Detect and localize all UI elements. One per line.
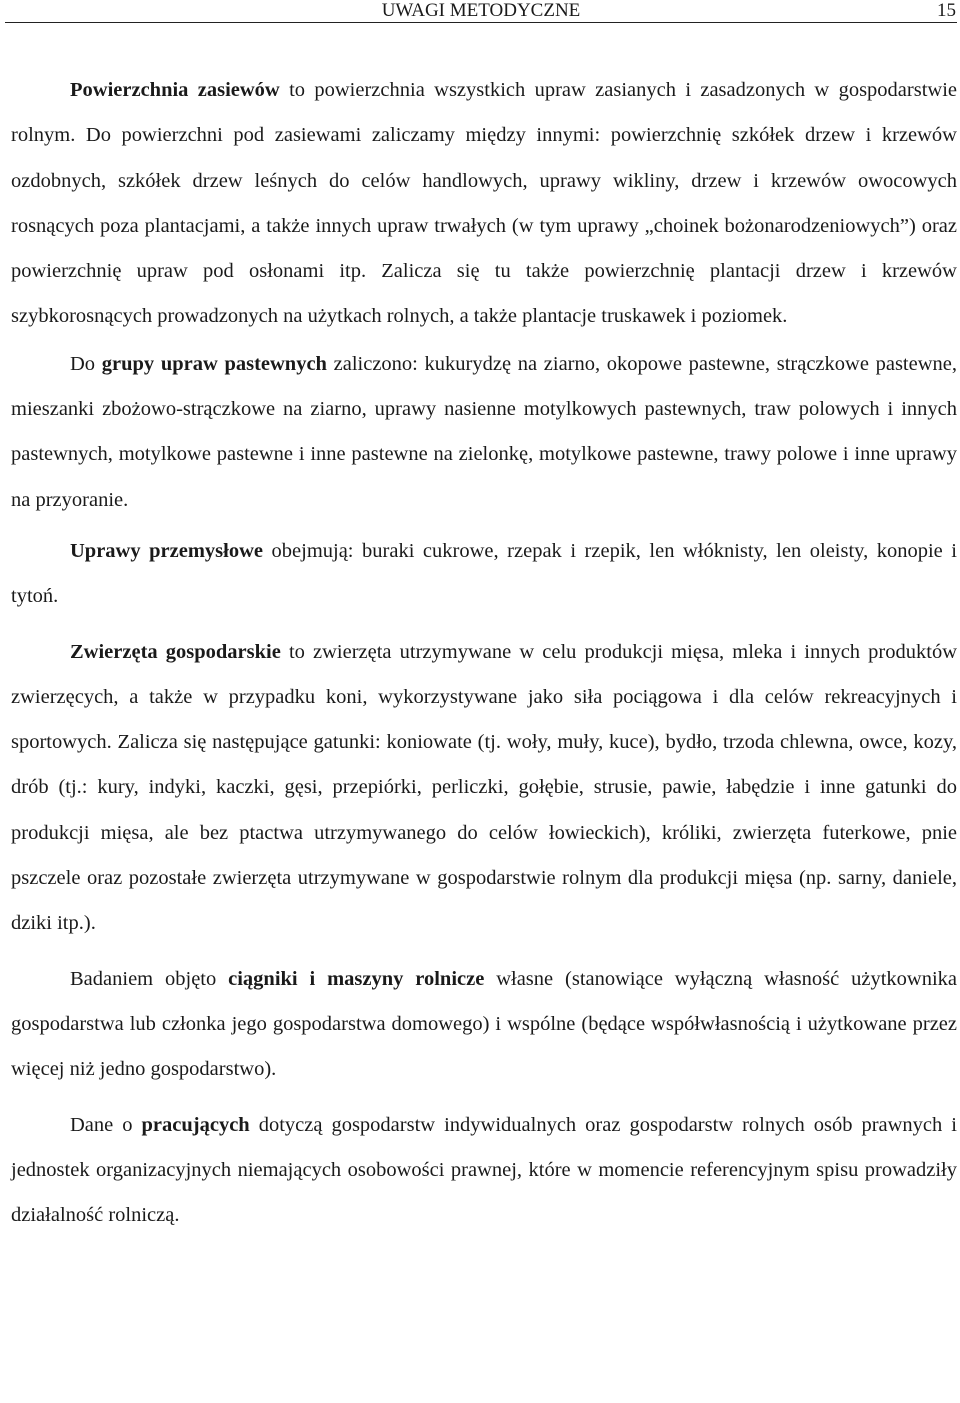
term-fodder-crops: grupy upraw pastewnych xyxy=(101,352,327,375)
term-livestock: Zwierzęta gospodarskie xyxy=(70,640,281,663)
paragraph-fodder-crops xyxy=(11,342,957,523)
term-workers: pracujących xyxy=(141,1113,250,1136)
term-machinery: ciągniki i maszyny rolnicze xyxy=(228,967,485,990)
paragraph-sown-area xyxy=(11,68,957,340)
paragraph-text: własne (stanowiące wyłączną własność użytkownika gospodarstwa lub członka jego gospodarstwa domowego) i wspólne (będące współwłasnością i użytkowane przez więcej niż jedno gospodarstwo). xyxy=(11,967,957,1081)
term-industrial-crops: Uprawy przemysłowe xyxy=(70,539,263,562)
paragraph-text: obejmują: buraki cukrowe, rzepak i rzepik, len włóknisty, len oleisty, konopie i tytoń. xyxy=(11,539,957,608)
paragraph-lead: Badaniem objęto xyxy=(70,967,229,990)
header-title: UWAGI METODYCZNE xyxy=(381,0,581,21)
paragraph-workers xyxy=(11,1103,957,1239)
paragraph-lead: Do xyxy=(70,352,102,375)
paragraph-text: zaliczono: kukurydzę na ziarno, okopowe pastewne, strączkowe pastewne, mieszanki zbożowo-strączkowe na ziarno, uprawy nasienne motylkowych pastewnych, traw polowych i innych pastewnych, motylkowe pastewne i inne pastewne na zielonkę, motylkowe pastewne, trawy polowe i inne uprawy na przyoranie. xyxy=(11,352,957,511)
paragraph-text: dotyczą gospodarstw indywidualnych oraz gospodarstw rolnych osób prawnych i jednostek organizacyjnych niemających osobowości prawnej, które w momencie referencyjnym spisu prowadziły działalność rolniczą. xyxy=(11,1113,957,1227)
paragraph-text: to powierzchnia wszystkich upraw zasianych i zasadzonych w gospodarstwie rolnym. Do powierzchni pod zasiewami zaliczamy między innymi: powierzchnię szkółek drzew i krzewów ozdobnych, szkółek drzew leśnych do celów handlowych, uprawy wikliny, drzew i krzewów owocowych rosnących poza plantacjami, a także innych upraw trwałych (w tym uprawy „choinek bożonarodzeniowych”) oraz powierzchnię upraw pod osłonami itp. Zalicza się tu także powierzchnię plantacji drzew i krzewów szybkorosnących prowadzonych na użytkach rolnych, a także plantacje truskawek i poziomek. xyxy=(11,79,957,328)
paragraph-lead: Dane o xyxy=(70,1113,142,1136)
paragraph-livestock xyxy=(11,630,957,947)
paragraph-machinery xyxy=(11,957,957,1093)
paragraph-text: to zwierzęta utrzymywane w celu produkcji mięsa, mleka i innych produktów zwierzęcych, a także w przypadku koni, wykorzystywane jako siła pociągowa i dla celów rekreacyjnych i sportowych. Zalicza się następujące gatunki: koniowate (tj. woły, muły, kuce), bydło, trzoda chlewna, owce, kozy, drób (tj.: kury, indyki, kaczki, gęsi, przepiórki, perliczki, gołębie, strusie, pawie, łabędzie i inne gatunki do produkcji mięsa, ale bez ptactwa utrzymywanego do celów łowieckich), króliki, zwierzęta futerkowe, pnie pszczele oraz pozostałe zwierzęta utrzymywane w gospodarstwie rolnym dla produkcji mięsa (np. sarny, daniele, dziki itp.). xyxy=(11,640,957,935)
document-body xyxy=(11,68,957,1238)
page-number: 15 xyxy=(937,0,956,21)
paragraph-industrial-crops xyxy=(11,529,957,620)
term-sown-area: Powierzchnia zasiewów xyxy=(70,79,280,101)
page-header xyxy=(5,0,957,23)
